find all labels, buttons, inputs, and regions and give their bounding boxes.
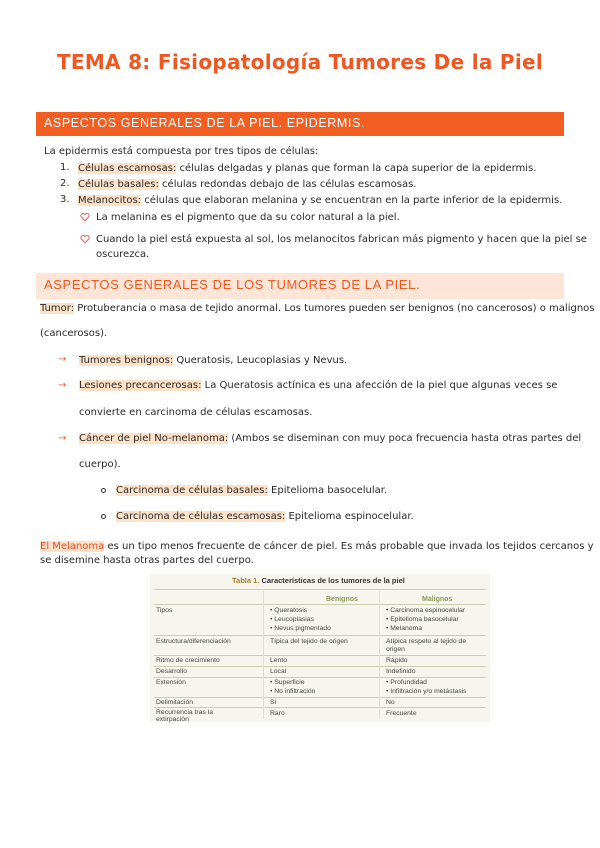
list-item bbox=[78, 194, 562, 207]
tumor-definition-cont: (cancerosos). bbox=[40, 328, 108, 339]
table-cell: Rápido bbox=[386, 657, 408, 664]
table-cell: • Leucoplasias bbox=[270, 616, 314, 623]
table-title bbox=[232, 576, 405, 585]
melanoma-paragraph-cont: se disemine hasta otras partes del cuerpo. bbox=[40, 555, 254, 566]
table-cell: No bbox=[386, 699, 395, 706]
table-cell: Frecuente bbox=[386, 710, 417, 717]
heart-icon bbox=[80, 234, 90, 244]
arrow-item bbox=[79, 432, 581, 445]
table-cell: Raro bbox=[270, 710, 285, 717]
table-cell: Sí bbox=[270, 699, 277, 706]
table-cell: • Epitelioma basocelular bbox=[386, 616, 459, 623]
definition: es un tipo menos frecuente de cáncer de piel. Es más probable que invada los tejidos cercanos y bbox=[104, 541, 594, 552]
term: Tumor: bbox=[40, 303, 75, 314]
table-col-divider bbox=[379, 591, 380, 719]
table-header-malign: Malignos bbox=[422, 596, 453, 603]
table-row-label: Tipos bbox=[156, 607, 173, 614]
definition: Epitelioma basocelular. bbox=[267, 485, 388, 496]
item-number: 3. bbox=[60, 194, 70, 205]
table-row-label: Ritmo de crecimiento bbox=[156, 657, 220, 664]
table-cell: • No infiltración bbox=[270, 688, 316, 695]
table-cell: • Queratosis bbox=[270, 607, 308, 614]
table-row-label: Estructura/diferenciación bbox=[156, 638, 231, 645]
table-cell: Lento bbox=[270, 657, 288, 664]
arrow-item bbox=[79, 379, 557, 392]
definition: Epitelioma espinocelular. bbox=[285, 511, 414, 522]
term: Células escamosas: bbox=[78, 163, 177, 174]
arrow-item bbox=[79, 354, 347, 367]
table-cell: • Profundidad bbox=[386, 679, 427, 686]
table-row-label: Recurrencia tras la bbox=[156, 709, 214, 716]
table-rule bbox=[154, 697, 486, 698]
sub-item-cont: oscurezca. bbox=[96, 249, 150, 260]
arrow-item-cont: cuerpo). bbox=[79, 459, 121, 470]
definition: La Queratosis actínica es una afección de la piel que algunas veces se bbox=[201, 380, 558, 391]
arrow-right-icon: → bbox=[58, 433, 67, 444]
table-title-text: Características de los tumores de la piel bbox=[259, 576, 405, 585]
circle-bullet-icon bbox=[101, 514, 106, 519]
table-cell: Típica del tejido de origen bbox=[270, 638, 348, 645]
definition: Protuberancia o masa de tejido anormal. Los tumores pueden ser benignos (no cancerosos) o malignos bbox=[74, 303, 595, 314]
table-label: Tabla 1. bbox=[232, 576, 260, 585]
table-rule bbox=[154, 604, 486, 605]
heart-icon bbox=[80, 212, 90, 222]
table-row-label: Desarrollo bbox=[156, 668, 187, 675]
definition: Queratosis, Leucoplasias y Nevus. bbox=[173, 355, 348, 366]
term: Lesiones precancerosas: bbox=[79, 380, 202, 391]
term: El Melanoma bbox=[40, 541, 105, 552]
tumor-characteristics-table bbox=[150, 574, 490, 722]
circle-item bbox=[116, 484, 387, 497]
tumor-definition bbox=[40, 302, 595, 315]
table-rule bbox=[154, 707, 486, 708]
list-item bbox=[78, 162, 536, 175]
table-rule bbox=[154, 666, 486, 667]
table-row-label: extirpación bbox=[156, 716, 189, 723]
section-heading-tumores: ASPECTOS GENERALES DE LOS TUMORES DE LA PIEL. bbox=[36, 273, 564, 299]
item-number: 2. bbox=[60, 178, 70, 189]
table-cell: Atípica respeto al tejido de bbox=[386, 638, 467, 645]
definition: células redondas debajo de las células escamosas. bbox=[158, 179, 417, 190]
arrow-item-cont: convierte en carcinoma de células escamosas. bbox=[79, 407, 313, 418]
table-cell: origen bbox=[386, 646, 405, 653]
table-row-label: Delimitación bbox=[156, 699, 194, 706]
term: Cáncer de piel No-melanoma: bbox=[79, 433, 229, 444]
table-rule bbox=[154, 655, 486, 656]
term: Carcinoma de células escamosas: bbox=[116, 511, 286, 522]
table-rule bbox=[154, 589, 486, 590]
table-header-benign: Benignos bbox=[326, 596, 358, 603]
table-row-label: Extensión bbox=[156, 679, 186, 686]
sub-item: Cuando la piel está expuesta al sol, los melanocitos fabrican más pigmento y hacen que la piel se bbox=[96, 234, 587, 245]
page-title: TEMA 8: Fisiopatología Tumores De la Piel bbox=[56, 50, 544, 74]
table-cell: Local bbox=[270, 668, 287, 675]
table-cell: • Superficie bbox=[270, 679, 305, 686]
item-number: 1. bbox=[60, 162, 70, 173]
term: Carcinoma de células basales: bbox=[116, 485, 268, 496]
table-cell: • Melanoma bbox=[386, 625, 423, 632]
definition: (Ambos se diseminan con muy poca frecuencia hasta otras partes del bbox=[228, 433, 582, 444]
circle-bullet-icon bbox=[101, 488, 106, 493]
definition: células que elaboran melanina y se encuentran en la parte inferior de la epidermis. bbox=[141, 195, 563, 206]
epidermis-intro: La epidermis está compuesta por tres tipos de células: bbox=[44, 146, 319, 157]
table-rule bbox=[154, 635, 486, 636]
circle-item bbox=[116, 510, 414, 523]
table-cell: Indefinido bbox=[386, 668, 416, 675]
table-col-divider bbox=[263, 591, 264, 719]
table-rule bbox=[154, 677, 486, 678]
table-cell: • Infiltración y/o metástasis bbox=[386, 688, 467, 695]
arrow-right-icon: → bbox=[58, 380, 67, 391]
term: Tumores benignos: bbox=[79, 355, 174, 366]
term: Melanocitos: bbox=[78, 195, 142, 206]
section-heading-epidermis: ASPECTOS GENERALES DE LA PIEL. EPIDERMIS. bbox=[36, 112, 564, 136]
sub-item: La melanina es el pigmento que da su color natural a la piel. bbox=[96, 212, 400, 223]
list-item bbox=[78, 178, 417, 191]
melanoma-paragraph bbox=[40, 540, 594, 553]
term: Células basales: bbox=[78, 179, 159, 190]
table-cell: • Nevus pigmentado bbox=[270, 625, 331, 632]
arrow-right-icon: → bbox=[58, 354, 67, 365]
table-cell: • Carcinoma espinocelular bbox=[386, 607, 466, 614]
definition: células delgadas y planas que forman la capa superior de la epidermis. bbox=[176, 163, 537, 174]
